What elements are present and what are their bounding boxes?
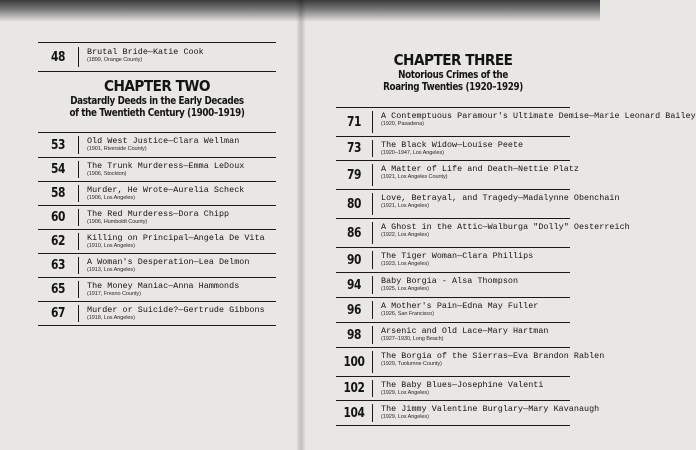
toc-entry[interactable] bbox=[336, 190, 620, 218]
entry-page-number: 58 bbox=[50, 186, 66, 201]
toc-list bbox=[38, 132, 276, 326]
divider bbox=[38, 42, 276, 43]
toc-entry[interactable] bbox=[38, 230, 276, 253]
entry-page-number: 90 bbox=[346, 252, 362, 268]
entry-meta: (1921, Los Angeles County) bbox=[381, 174, 448, 180]
entry-page-number: 94 bbox=[346, 277, 362, 293]
entry-meta: (1920–1947, Los Angeles) bbox=[381, 150, 444, 156]
toc-entry[interactable] bbox=[38, 278, 276, 301]
entry-meta: (1917, Fresno County) bbox=[87, 291, 141, 297]
entry-title: Old West Justice—Clara Wellman bbox=[87, 136, 240, 146]
divider bbox=[38, 325, 276, 326]
entry-page-number: 63 bbox=[50, 258, 66, 273]
entry-meta: (1906, Los Angeles) bbox=[87, 195, 135, 201]
entry-meta: (1925, Los Angeles) bbox=[381, 286, 429, 292]
entry-page-number: 104 bbox=[343, 405, 365, 421]
toc-entry[interactable] bbox=[336, 248, 570, 272]
entry-meta: (1923, Los Angeles) bbox=[381, 261, 429, 267]
entry-meta: (1929, Los Angeles) bbox=[381, 414, 429, 420]
entry-title: The Money Maniac—Anna Hammonds bbox=[87, 281, 240, 291]
entry-title: A Mother's Pain—Edna May Fuller bbox=[381, 301, 539, 311]
toc-entry[interactable] bbox=[336, 219, 630, 247]
entry-title: Killing on Principal—Angela De Vita bbox=[87, 233, 265, 243]
toc-entry[interactable] bbox=[336, 401, 600, 425]
divider bbox=[336, 425, 570, 426]
entry-page-number: 54 bbox=[50, 162, 66, 177]
divider bbox=[38, 71, 276, 72]
chapter-subtitle: Dastardly Deeds in the Early Decades bbox=[70, 96, 244, 107]
entry-meta: (1921, Los Angeles) bbox=[381, 203, 429, 209]
toc-entry[interactable] bbox=[336, 137, 570, 160]
toc-entry[interactable] bbox=[38, 44, 276, 70]
entry-title: A Matter of Life and Death—Nettie Platz bbox=[381, 164, 579, 174]
entry-title: A Contemptuous Paramour's Ultimate Demise—Marie Leonard Bailey bbox=[381, 111, 696, 121]
entry-title: Brutal Bride—Katie Cook bbox=[87, 47, 204, 57]
entry-page-number: 86 bbox=[346, 225, 362, 241]
entry-title: The Black Widow—Louise Peete bbox=[381, 140, 524, 150]
toc-entry[interactable] bbox=[38, 206, 276, 229]
entry-title: Murder, He Wrote—Aurelia Scheck bbox=[87, 185, 245, 195]
toc-entry[interactable] bbox=[336, 323, 570, 347]
entry-title: The Baby Blues—Josephine Valenti bbox=[381, 380, 544, 390]
book-gutter bbox=[296, 0, 306, 450]
entry-page-number: 65 bbox=[50, 282, 66, 297]
chapter-header bbox=[38, 77, 276, 120]
entry-page-number: 102 bbox=[343, 381, 365, 396]
entry-title: A Woman's Desperation—Lea Delmon bbox=[87, 257, 250, 267]
toc-entry[interactable] bbox=[38, 182, 276, 205]
toc-entry[interactable] bbox=[336, 377, 570, 400]
entry-meta: (1929, Los Angeles) bbox=[381, 390, 429, 396]
entry-title: Love, Betrayal, and Tragedy—Madalynne Obenchain bbox=[381, 193, 620, 203]
entry-meta: (1913, Los Angeles) bbox=[87, 267, 135, 273]
chapter-header bbox=[336, 51, 570, 94]
toc-entry[interactable] bbox=[336, 298, 570, 322]
entry-meta: (1901, Riverside County) bbox=[87, 146, 147, 152]
left-page bbox=[38, 0, 276, 450]
entry-page-number: 53 bbox=[50, 137, 66, 153]
entry-page-number: 80 bbox=[346, 196, 362, 212]
entry-title: The Trunk Murderess—Emma LeDoux bbox=[87, 161, 245, 171]
entry-page-number: 71 bbox=[346, 114, 362, 130]
chapter-heading: CHAPTER THREE bbox=[393, 51, 513, 69]
entry-meta: (1922, Los Angeles) bbox=[381, 232, 429, 238]
chapter-subtitle: of the Twentieth Century (1900–1919) bbox=[69, 108, 245, 119]
entry-page-number: 79 bbox=[346, 167, 362, 183]
entry-title: Arsenic and Old Lace—Mary Hartman bbox=[381, 326, 549, 336]
right-page bbox=[336, 0, 696, 450]
entry-page-number: 60 bbox=[50, 210, 66, 225]
entry-page-number: 96 bbox=[346, 302, 362, 318]
toc-entry[interactable] bbox=[38, 302, 276, 325]
toc-entry[interactable] bbox=[336, 161, 579, 189]
entry-meta: (1926, San Francisco) bbox=[381, 311, 434, 317]
entry-meta: (1918, Los Angeles) bbox=[87, 315, 135, 321]
entry-page-number: 48 bbox=[50, 49, 66, 65]
chapter-subtitle: Notorious Crimes of the bbox=[398, 70, 508, 81]
entry-meta: (1906, Humboldt County) bbox=[87, 219, 148, 225]
entry-title: The Tiger Woman—Clara Phillips bbox=[381, 251, 534, 261]
entry-meta: (1910, Los Angeles) bbox=[87, 243, 135, 249]
entry-page-number: 73 bbox=[346, 141, 362, 156]
entry-title: Baby Borgia - Alsa Thompson bbox=[381, 276, 519, 286]
entry-page-number: 62 bbox=[50, 234, 66, 249]
toc-entry[interactable] bbox=[336, 273, 570, 297]
chapter-heading: CHAPTER TWO bbox=[103, 77, 210, 95]
toc-list bbox=[336, 107, 696, 426]
toc-entry[interactable] bbox=[336, 348, 605, 376]
toc-entry[interactable] bbox=[38, 133, 276, 157]
entry-page-number: 100 bbox=[343, 354, 365, 370]
chapter-subtitle: Roaring Twenties (1920–1929) bbox=[383, 82, 523, 93]
entry-meta: (1906, Stockton) bbox=[87, 171, 127, 177]
entry-page-number: 67 bbox=[50, 306, 66, 321]
toc-entry[interactable] bbox=[38, 254, 276, 277]
entry-title: The Jimmy Valentine Burglary—Mary Kavanaugh bbox=[381, 404, 600, 414]
toc-entry[interactable] bbox=[38, 158, 276, 181]
entry-title: The Red Murderess—Dora Chipp bbox=[87, 209, 230, 219]
entry-title: A Ghost in the Attic—Walburga "Dolly" Oesterreich bbox=[381, 222, 630, 232]
entry-meta: (1920, Pasadena) bbox=[381, 121, 424, 127]
entry-meta: (1927–1930, Long Beach) bbox=[381, 336, 444, 342]
toc-entry[interactable] bbox=[336, 108, 696, 136]
entry-meta: (1899, Orange County) bbox=[87, 57, 143, 63]
entry-title: Murder or Suicide?—Gertrude Gibbons bbox=[87, 305, 265, 315]
entry-title: The Borgia of the Sierras—Eva Brandon Rablen bbox=[381, 351, 605, 361]
entry-page-number: 98 bbox=[346, 327, 362, 343]
entry-meta: (1929, Tuolumne County) bbox=[381, 361, 442, 367]
